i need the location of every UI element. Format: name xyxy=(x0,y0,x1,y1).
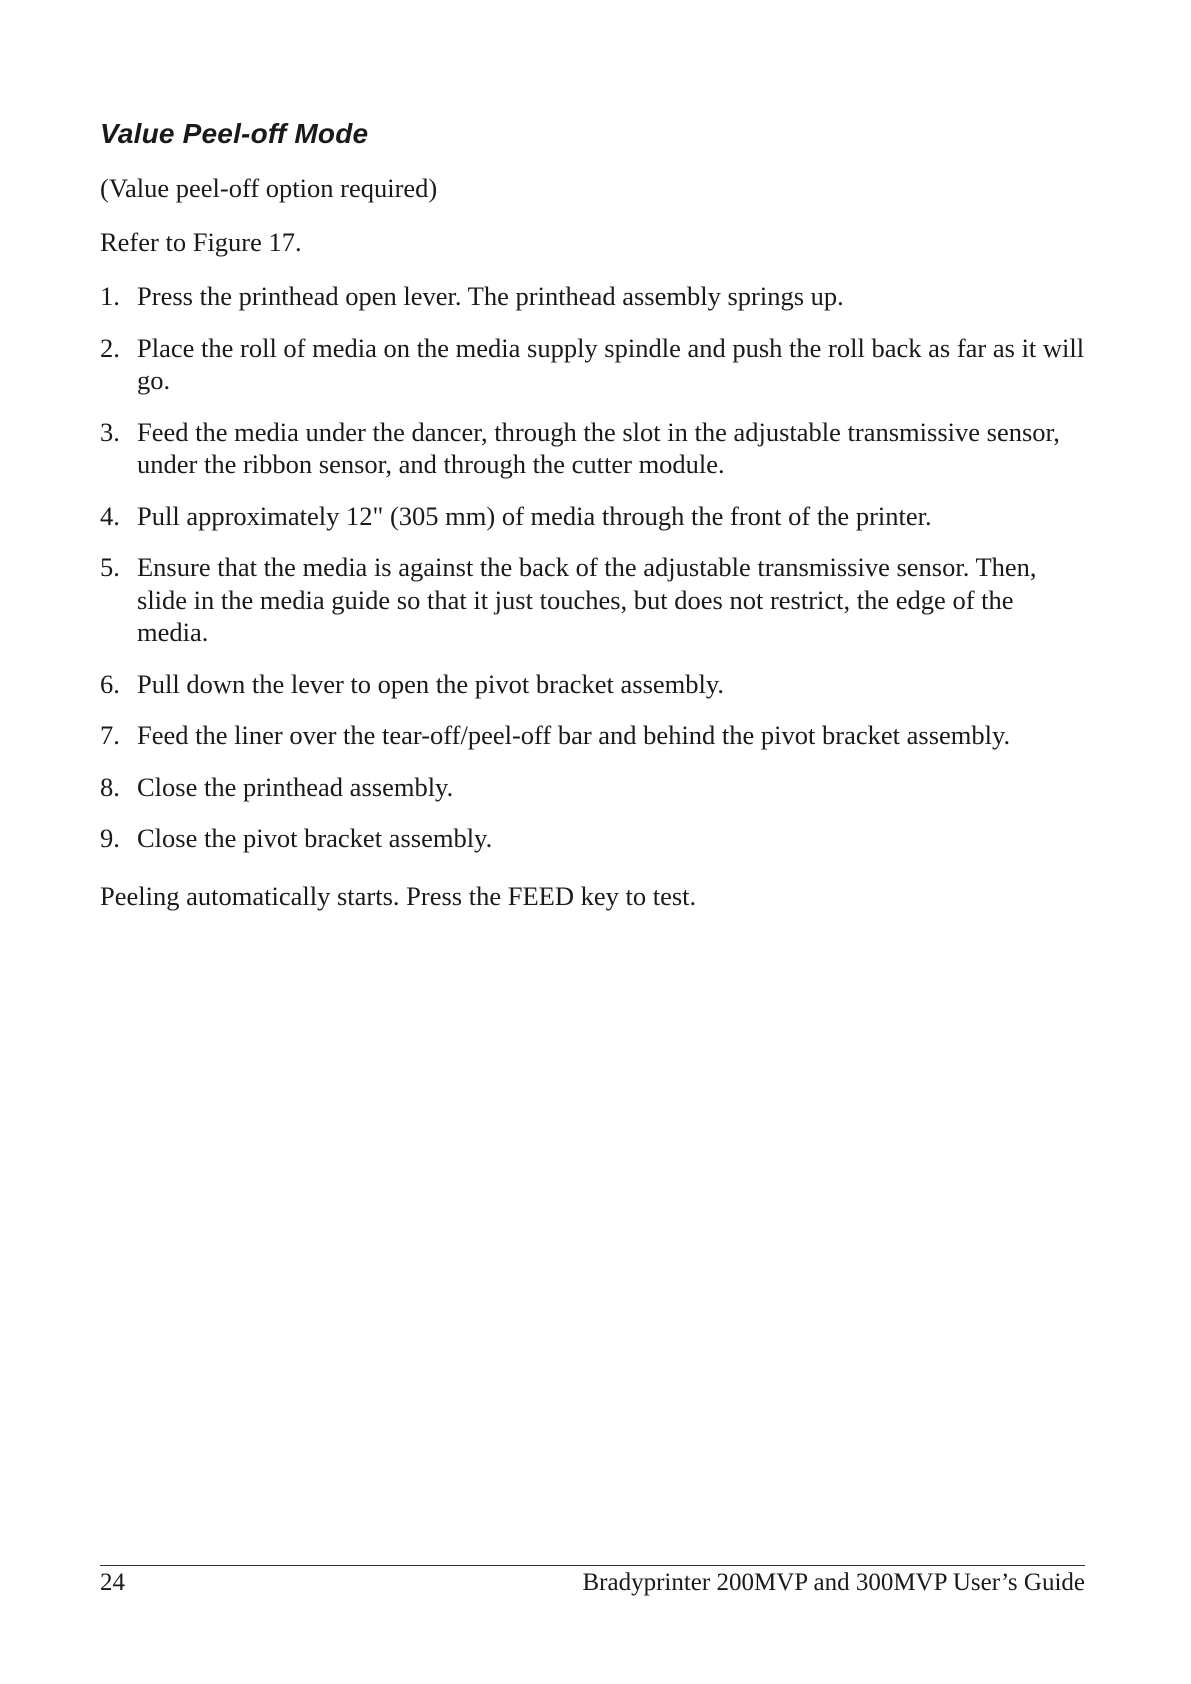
step-item xyxy=(100,551,1085,649)
step-item xyxy=(100,822,1085,855)
option-note: (Value peel-off option required) xyxy=(100,173,438,203)
step-item xyxy=(100,668,1085,701)
step-item xyxy=(100,332,1085,397)
step-text: Ensure that the media is against the back of the adjustable transmissive sensor. Then, slide in the media guide so that it just touches, but does not restrict, the edge of the media. xyxy=(137,552,1037,647)
step-item xyxy=(100,771,1085,804)
document-page xyxy=(100,0,1085,1684)
step-number: 1. xyxy=(100,281,120,311)
step-number: 4. xyxy=(100,500,120,531)
step-text: Feed the liner over the tear-off/peel-off bar and behind the pivot bracket assembly. xyxy=(137,720,1011,750)
step-text: Close the printhead assembly. xyxy=(137,771,454,802)
guide-title: Bradyprinter 200MVP and 300MVP User’s Guide xyxy=(582,1569,1085,1596)
step-number: 8. xyxy=(100,771,120,802)
step-item xyxy=(100,280,1085,313)
step-text: Pull approximately 12" (305 mm) of media through the front of the printer. xyxy=(137,500,932,531)
step-item xyxy=(100,416,1085,481)
step-number: 6. xyxy=(100,668,120,699)
step-item xyxy=(100,719,1085,752)
step-text: Press the printhead open lever. The printhead assembly springs up. xyxy=(137,281,844,311)
step-text: Feed the media under the dancer, through the slot in the adjustable transmissive sensor, under the ribbon sensor, and through the cutter module. xyxy=(137,416,1060,479)
procedure-steps xyxy=(100,280,1085,874)
figure-reference: Refer to Figure 17. xyxy=(100,227,302,257)
step-text: Place the roll of media on the media supply spindle and push the roll back as far as it will go. xyxy=(137,332,1085,395)
step-number: 2. xyxy=(100,332,120,363)
step-number: 3. xyxy=(100,416,120,447)
step-number: 7. xyxy=(100,720,120,750)
step-number: 9. xyxy=(100,823,120,853)
step-item xyxy=(100,500,1085,533)
footer-divider xyxy=(100,1565,1085,1566)
closing-instruction: Peeling automatically starts. Press the FEED key to test. xyxy=(100,881,697,911)
step-text: Pull down the lever to open the pivot bracket assembly. xyxy=(137,668,725,699)
section-heading: Value Peel-off Mode xyxy=(100,118,369,149)
step-text: Close the pivot bracket assembly. xyxy=(137,823,493,853)
step-number: 5. xyxy=(100,552,120,582)
page-number: 24 xyxy=(100,1569,125,1596)
